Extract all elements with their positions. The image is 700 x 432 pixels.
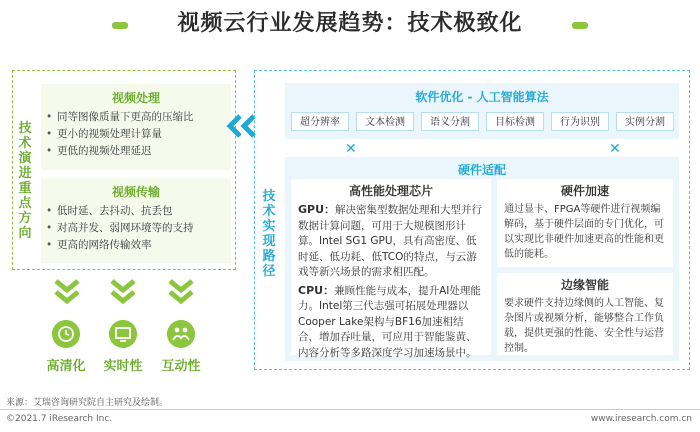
chip-card (291, 179, 491, 359)
edge-description: 要求硬件支持边缘侧的人工智能、复杂图片或视频分析，能够整合工作负载，提供更强的性能、安全性与运营控制。 (504, 298, 664, 354)
hd-clock-icon (52, 320, 80, 348)
algorithm-tag: 语义分割 (421, 112, 479, 131)
feature-label-hd: 高清化 (46, 359, 86, 374)
list-item: • 更小的视频处理计算量 (57, 126, 231, 143)
acceleration-description: 通过显卡、FPGA等硬件进行视频编解码，基于硬件层面的专门优化，可以实现比非硬件加速更高的性能和更低的能耗。 (504, 204, 664, 260)
title-decoration-left (112, 22, 128, 29)
copyright: ©2021.7 iResearch Inc. (6, 414, 113, 424)
hardware-acceleration-card (497, 179, 673, 267)
software-title: 软件优化 - 人工智能算法 (415, 90, 549, 104)
edge-intelligence-card (497, 273, 673, 355)
video-processing-section (41, 84, 231, 170)
title-decoration-right (572, 22, 588, 29)
hardware-title: 硬件适配 (457, 163, 506, 177)
bullet-list (41, 203, 231, 254)
footer-divider (0, 409, 700, 410)
tech-evolution-side-label: 技 术 演 进 重 点 方 向 (18, 121, 32, 241)
feature-label-realtime: 实时性 (103, 359, 143, 374)
algorithm-tag: 文本检测 (356, 112, 414, 131)
algorithm-tag: 行为识别 (551, 112, 609, 131)
chip-title: 高性能处理芯片 (348, 184, 433, 198)
list-item: • 同等图像质量下更高的压缩比 (57, 109, 231, 126)
cross-icon: ✕ (345, 141, 357, 157)
algorithm-tag: 超分辨率 (291, 112, 349, 131)
implementation-side-label: 技 术 实 现 路 径 (262, 189, 276, 279)
hardware-adaptation-box (285, 157, 679, 361)
cpu-description: CPU：兼顾性能与成本，提升AI处理能力。Intel第三代志强可拓展处理器以Cooper Lake架构与BF16加速相结合，增加吞吐量，可应用于智能鉴黄、内容分析等多路深度学习加速场景中。 (298, 283, 481, 359)
page-title: 视频云行业发展趋势：技术极致化 (177, 11, 523, 36)
algorithm-tag: 目标检测 (486, 112, 544, 131)
bullet-list (41, 109, 231, 160)
chevron-down-icon (52, 277, 82, 307)
cross-icon: ✕ (609, 141, 621, 157)
list-item: • 更高的网络传输效率 (57, 237, 231, 254)
list-item: • 低时延、去抖动、抗丢包 (57, 203, 231, 220)
gpu-description: GPU：解决密集型数据处理和大型并行数据计算问题，可用于大规模图形计算。Intel SG1 GPU，具有高密度、低时延、低功耗、低TCO的特点，与云游戏等新兴场景的需求相匹配。 (298, 203, 483, 278)
section-title: 视频传输 (111, 185, 160, 199)
edge-title: 边缘智能 (560, 278, 609, 292)
acceleration-title: 硬件加速 (560, 184, 609, 198)
website: www.iresearch.com.cn (590, 414, 692, 424)
list-item: • 更低的视频处理延迟 (57, 143, 231, 160)
software-optimization-box (285, 83, 679, 139)
algorithm-tag: 实例分割 (616, 112, 674, 131)
implementation-panel (254, 70, 690, 370)
tech-evolution-panel (12, 70, 236, 270)
section-title: 视频处理 (111, 91, 160, 105)
chevron-down-icon (108, 277, 138, 307)
chevron-down-icon (166, 277, 196, 307)
list-item: • 对高并发、弱网环境等的支持 (57, 220, 231, 237)
realtime-display-icon (109, 320, 137, 348)
video-transmission-section (41, 178, 231, 263)
feature-label-interactive: 互动性 (161, 359, 201, 374)
interaction-people-icon (167, 320, 195, 348)
source-note: 来源：艾瑞咨询研究院自主研究及绘制。 (6, 398, 169, 408)
